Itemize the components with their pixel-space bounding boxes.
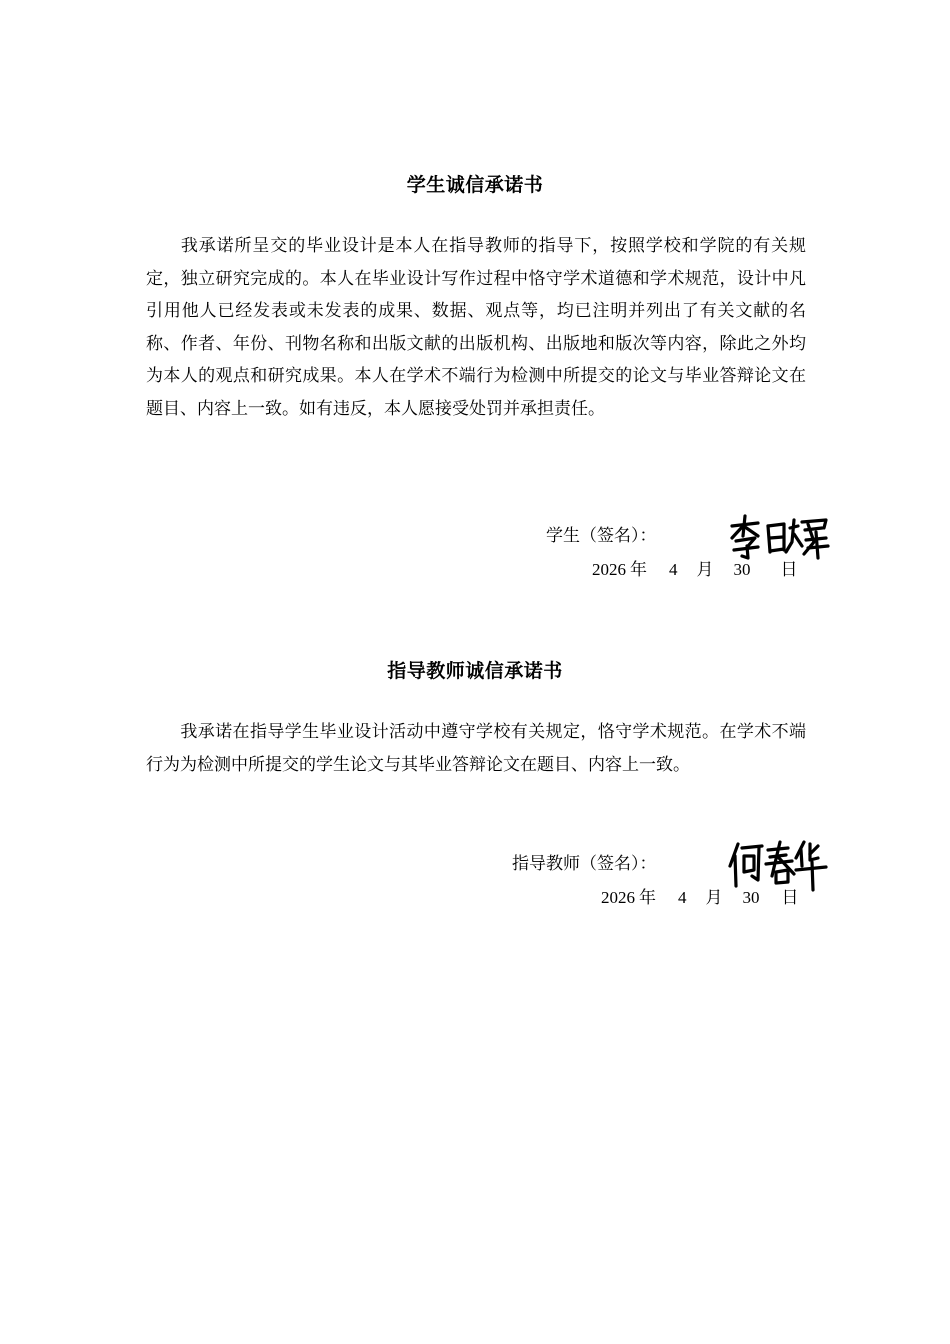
student-date — [592, 555, 798, 580]
student-pledge-title: 学生诚信承诺书 — [406, 174, 544, 196]
student-sign-label: 学生（签名）： — [546, 526, 657, 546]
student-date-year: 2026 — [592, 560, 626, 579]
teacher-date-year-unit: 年 — [639, 888, 656, 907]
student-pledge-text: 我承诺所呈交的毕业设计是本人在指导教师的指导下，按照学校和学院的有关规定，独立研究完成的。本人在毕业设计写作过程中恪守学术道德和学术规范，设计中凡引用他人已经发表或未发表的成果、数据、观点等，均已注明并列出了有关文献的名称、作者、年份、刊物名称和出版文献的出版机构、出版地和版次等内容，除此之外均为本人的观点和研究成果。本人在学术不端行为检测中所提交的论文与毕业答辩论文在题目、内容上一致。如有违反，本人愿接受处罚并承担责任。 — [146, 236, 806, 419]
teacher-pledge-title: 指导教师诚信承诺书 — [387, 660, 563, 682]
student-pledge-body — [146, 230, 806, 425]
teacher-pledge-text: 我承诺在指导学生毕业设计活动中遵守学校有关规定，恪守学术规范。在学术不端行为为检测中所提交的学生论文与其毕业答辩论文在题目、内容上一致。 — [146, 722, 806, 775]
student-date-month-unit: 月 — [696, 560, 714, 579]
teacher-date — [601, 883, 799, 908]
teacher-date-day-unit: 日 — [781, 888, 799, 907]
teacher-date-month: 4 — [678, 888, 687, 907]
student-date-day-unit: 日 — [780, 560, 798, 579]
student-date-month: 4 — [669, 560, 678, 579]
teacher-date-month-unit: 月 — [705, 888, 723, 907]
student-date-year-unit: 年 — [630, 560, 647, 579]
teacher-sign-label: 指导教师（签名）： — [512, 854, 657, 874]
student-date-day: 30 — [733, 560, 751, 579]
teacher-pledge-body — [146, 716, 806, 781]
teacher-date-year: 2026 — [601, 888, 635, 907]
teacher-date-day: 30 — [742, 888, 760, 907]
